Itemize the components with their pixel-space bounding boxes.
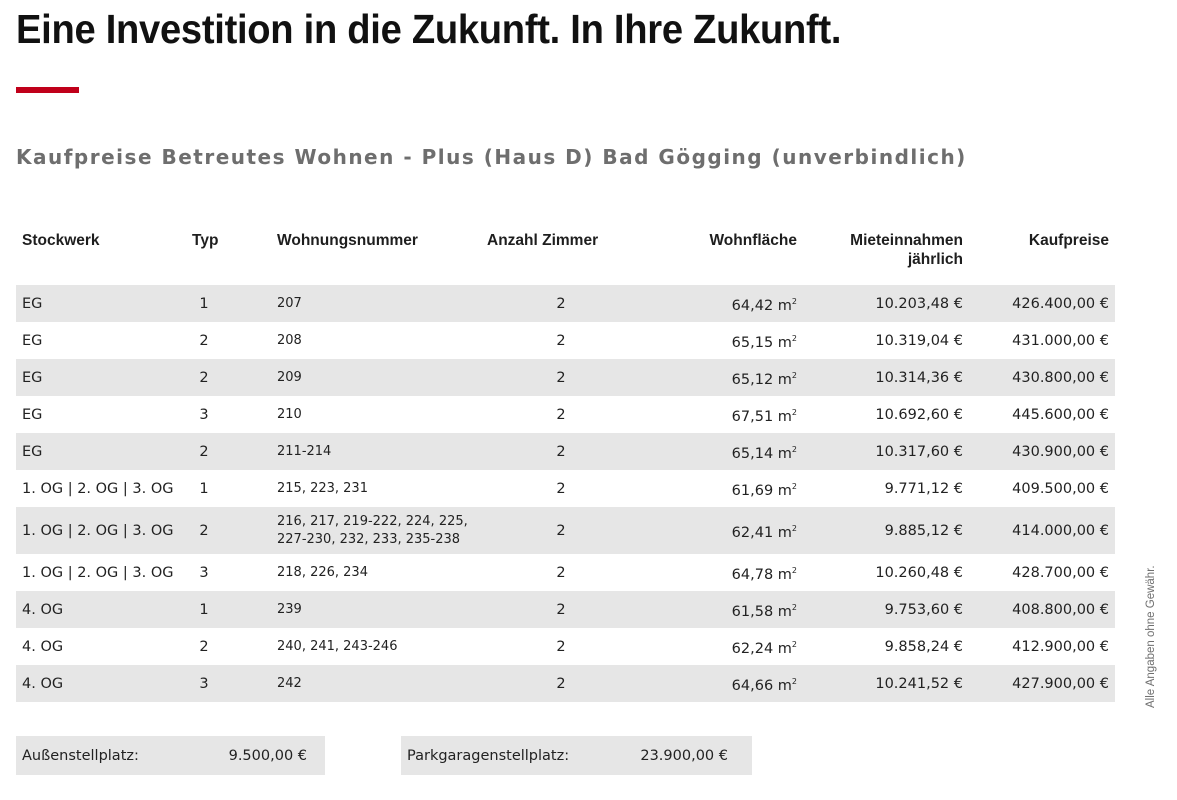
cell-typ: 1 — [199, 480, 209, 497]
cell-kaufpreis: 414.000,00 € — [969, 507, 1115, 554]
cell-wohnflaeche-value: 62,24 — [731, 640, 774, 657]
table-title: Kaufpreise Betreutes Wohnen - Plus (Haus D) Bad Gögging (unverbindlich) — [16, 145, 967, 169]
unit-exponent: 2 — [791, 565, 797, 575]
cell-wohnungsnummer-value: 215, 223, 231 — [277, 480, 368, 496]
cell-wohnungsnummer-value: 210 — [277, 406, 302, 422]
unit-exponent: 2 — [791, 523, 797, 533]
cell-mieteinnahmen: 10.692,60 € — [875, 406, 963, 423]
cell-zimmer: 2 — [556, 406, 566, 423]
table-row — [16, 285, 1115, 322]
cell-kaufpreis: 409.500,00 € — [1012, 480, 1109, 497]
cell-mieteinnahmen: 9.858,24 € — [884, 638, 963, 655]
outdoor-parking-box — [16, 736, 325, 775]
cell-typ-wrap — [186, 554, 271, 591]
cell-wohnflaeche-value: 62,41 — [731, 524, 774, 541]
unit-label: m — [777, 297, 792, 314]
unit-exponent: 2 — [791, 676, 797, 686]
unit-label: m — [777, 371, 792, 388]
cell-typ: 3 — [199, 675, 209, 692]
unit-exponent: 2 — [791, 407, 797, 417]
cell-wohnflaeche-value: 65,14 — [731, 445, 774, 462]
cell-mieteinnahmen: 10.319,04 € — [875, 332, 963, 349]
cell-typ: 2 — [199, 443, 209, 460]
cell-wohnungsnummer — [271, 507, 481, 554]
table-row — [16, 433, 1115, 470]
cell-wohnflaeche — [641, 628, 803, 665]
cell-wohnflaeche-value: 61,58 — [731, 603, 774, 620]
header-wohnungsnummer: Wohnungsnummer — [277, 232, 418, 249]
cell-mieteinnahmen: 10.241,52 € — [803, 665, 969, 702]
cell-mieteinnahmen: 9.885,12 € — [803, 507, 969, 554]
table-row — [16, 470, 1115, 507]
cell-wohnungsnummer-value: 239 — [277, 601, 302, 617]
cell-wohnungsnummer-value: 211-214 — [277, 443, 332, 459]
cell-wohnungsnummer-line1: 216, 217, 219-222, 224, 225, — [277, 513, 468, 529]
header-mieteinnahmen — [803, 222, 969, 285]
header-anzahl-zimmer: Anzahl Zimmer — [487, 232, 599, 249]
header-mieteinnahmen-line1: Mieteinnahmen — [850, 232, 963, 249]
table-row — [16, 665, 1115, 702]
cell-zimmer: 2 — [481, 359, 641, 396]
outdoor-parking-label: Außenstellplatz: — [22, 747, 139, 764]
cell-wohnungsnummer — [271, 396, 481, 433]
table-body — [16, 285, 1115, 702]
cell-wohnflaeche — [641, 665, 803, 702]
cell-wohnflaeche-value: 64,42 — [731, 297, 774, 314]
page-headline: Eine Investition in die Zukunft. In Ihre Zukunft. — [16, 6, 842, 52]
cell-mieteinnahmen: 10.317,60 € — [803, 433, 969, 470]
unit-label: m — [777, 482, 792, 499]
header-typ: Typ — [192, 232, 219, 249]
garage-parking-label: Parkgaragenstellplatz: — [407, 747, 570, 764]
unit-exponent: 2 — [791, 602, 797, 612]
cell-wohnungsnummer — [271, 554, 481, 591]
cell-wohnungsnummer-value: 218, 226, 234 — [277, 564, 368, 580]
cell-wohnflaeche — [641, 591, 803, 628]
cell-wohnflaeche — [641, 470, 803, 507]
cell-kaufpreis: 408.800,00 € — [969, 591, 1115, 628]
cell-wohnungsnummer-value: 240, 241, 243-246 — [277, 638, 398, 654]
cell-kaufpreis: 427.900,00 € — [969, 665, 1115, 702]
cell-typ-wrap — [186, 396, 271, 433]
cell-wohnflaeche — [641, 285, 803, 322]
cell-typ-wrap — [186, 591, 271, 628]
cell-stockwerk: 4. OG — [22, 638, 64, 655]
cell-typ: 2 — [199, 522, 209, 539]
cell-typ-wrap — [186, 507, 271, 554]
cell-typ-wrap — [186, 470, 271, 507]
cell-stockwerk: 1. OG | 2. OG | 3. OG — [22, 564, 174, 581]
cell-stockwerk: 4. OG — [16, 591, 186, 628]
cell-wohnungsnummer-line2: 227-230, 232, 233, 235-238 — [277, 531, 461, 547]
cell-typ-wrap — [186, 665, 271, 702]
cell-kaufpreis: 412.900,00 € — [1012, 638, 1109, 655]
table-row — [16, 591, 1115, 628]
cell-wohnungsnummer — [271, 628, 481, 665]
table-header-row — [16, 222, 1115, 285]
cell-stockwerk: 4. OG — [16, 665, 186, 702]
unit-label: m — [777, 566, 792, 583]
cell-mieteinnahmen: 10.260,48 € — [875, 564, 963, 581]
header-kaufpreise: Kaufpreise — [1028, 232, 1109, 249]
table-row — [16, 507, 1115, 554]
cell-zimmer: 2 — [556, 564, 566, 581]
cell-wohnungsnummer-value: 242 — [277, 675, 302, 691]
cell-zimmer: 2 — [481, 507, 641, 554]
unit-label: m — [777, 640, 792, 657]
unit-exponent: 2 — [791, 481, 797, 491]
cell-typ-wrap — [186, 628, 271, 665]
table-row — [16, 396, 1115, 433]
unit-exponent: 2 — [791, 444, 797, 454]
cell-zimmer: 2 — [556, 480, 566, 497]
cell-mieteinnahmen: 10.203,48 € — [803, 285, 969, 322]
cell-typ-wrap — [186, 359, 271, 396]
cell-zimmer: 2 — [556, 638, 566, 655]
garage-parking-price: 23.900,00 € — [640, 747, 728, 764]
header-mieteinnahmen-line2: jährlich — [907, 251, 963, 268]
cell-kaufpreis: 430.800,00 € — [969, 359, 1115, 396]
header-wohnflaeche: Wohnfläche — [709, 232, 797, 249]
cell-wohnflaeche-value: 64,66 — [731, 677, 774, 694]
unit-exponent: 2 — [791, 370, 797, 380]
cell-zimmer: 2 — [481, 665, 641, 702]
cell-wohnflaeche — [641, 322, 803, 359]
cell-zimmer: 2 — [556, 332, 566, 349]
accent-rule — [16, 87, 79, 93]
cell-wohnungsnummer-value: 207 — [277, 295, 302, 311]
cell-stockwerk: 1. OG | 2. OG | 3. OG — [22, 480, 174, 497]
cell-mieteinnahmen: 9.753,60 € — [803, 591, 969, 628]
cell-typ: 2 — [199, 332, 209, 349]
cell-wohnungsnummer — [271, 322, 481, 359]
cell-kaufpreis: 426.400,00 € — [969, 285, 1115, 322]
cell-wohnflaeche — [641, 554, 803, 591]
cell-typ: 1 — [199, 295, 209, 312]
cell-typ-wrap — [186, 322, 271, 359]
cell-wohnungsnummer — [271, 665, 481, 702]
cell-wohnflaeche-value: 64,78 — [731, 566, 774, 583]
cell-stockwerk: EG — [16, 359, 186, 396]
unit-label: m — [777, 408, 792, 425]
header-stockwerk: Stockwerk — [22, 232, 100, 249]
table-row — [16, 628, 1115, 665]
cell-wohnungsnummer-value: 209 — [277, 369, 302, 385]
cell-mieteinnahmen: 9.771,12 € — [884, 480, 963, 497]
cell-wohnflaeche — [641, 396, 803, 433]
garage-parking-box — [401, 736, 752, 775]
cell-wohnflaeche-value: 61,69 — [731, 482, 774, 499]
cell-wohnungsnummer — [271, 591, 481, 628]
cell-wohnflaeche — [641, 507, 803, 554]
price-table — [16, 222, 1115, 702]
cell-kaufpreis: 431.000,00 € — [1012, 332, 1109, 349]
outdoor-parking-price: 9.500,00 € — [228, 747, 307, 764]
cell-zimmer: 2 — [481, 433, 641, 470]
cell-kaufpreis: 445.600,00 € — [1012, 406, 1109, 423]
cell-typ: 1 — [199, 601, 209, 618]
unit-exponent: 2 — [791, 333, 797, 343]
disclaimer-note: Alle Angaben ohne Gewähr. — [1145, 565, 1157, 708]
cell-wohnflaeche — [641, 433, 803, 470]
unit-label: m — [777, 445, 792, 462]
cell-typ: 3 — [199, 564, 209, 581]
cell-kaufpreis: 428.700,00 € — [1012, 564, 1109, 581]
cell-wohnungsnummer — [271, 359, 481, 396]
cell-typ: 3 — [199, 406, 209, 423]
cell-zimmer: 2 — [481, 285, 641, 322]
cell-typ-wrap — [186, 285, 271, 322]
table-row — [16, 359, 1115, 396]
table-row — [16, 554, 1115, 591]
cell-typ-wrap — [186, 433, 271, 470]
cell-stockwerk: EG — [22, 406, 43, 423]
cell-stockwerk: 1. OG | 2. OG | 3. OG — [16, 507, 186, 554]
cell-wohnflaeche-value: 67,51 — [731, 408, 774, 425]
cell-wohnflaeche — [641, 359, 803, 396]
cell-typ: 2 — [199, 369, 209, 386]
unit-exponent: 2 — [791, 639, 797, 649]
cell-stockwerk: EG — [16, 285, 186, 322]
cell-wohnungsnummer-value: 208 — [277, 332, 302, 348]
cell-wohnungsnummer — [271, 285, 481, 322]
cell-wohnungsnummer — [271, 433, 481, 470]
cell-wohnflaeche-value: 65,15 — [731, 334, 774, 351]
cell-zimmer: 2 — [481, 591, 641, 628]
unit-label: m — [777, 334, 792, 351]
table-row — [16, 322, 1115, 359]
cell-stockwerk: EG — [16, 433, 186, 470]
cell-wohnflaeche-value: 65,12 — [731, 371, 774, 388]
unit-label: m — [777, 677, 792, 694]
cell-stockwerk: EG — [22, 332, 43, 349]
cell-mieteinnahmen: 10.314,36 € — [803, 359, 969, 396]
unit-label: m — [777, 603, 792, 620]
cell-typ: 2 — [199, 638, 209, 655]
unit-label: m — [777, 524, 792, 541]
unit-exponent: 2 — [791, 296, 797, 306]
cell-wohnungsnummer — [271, 470, 481, 507]
cell-kaufpreis: 430.900,00 € — [969, 433, 1115, 470]
